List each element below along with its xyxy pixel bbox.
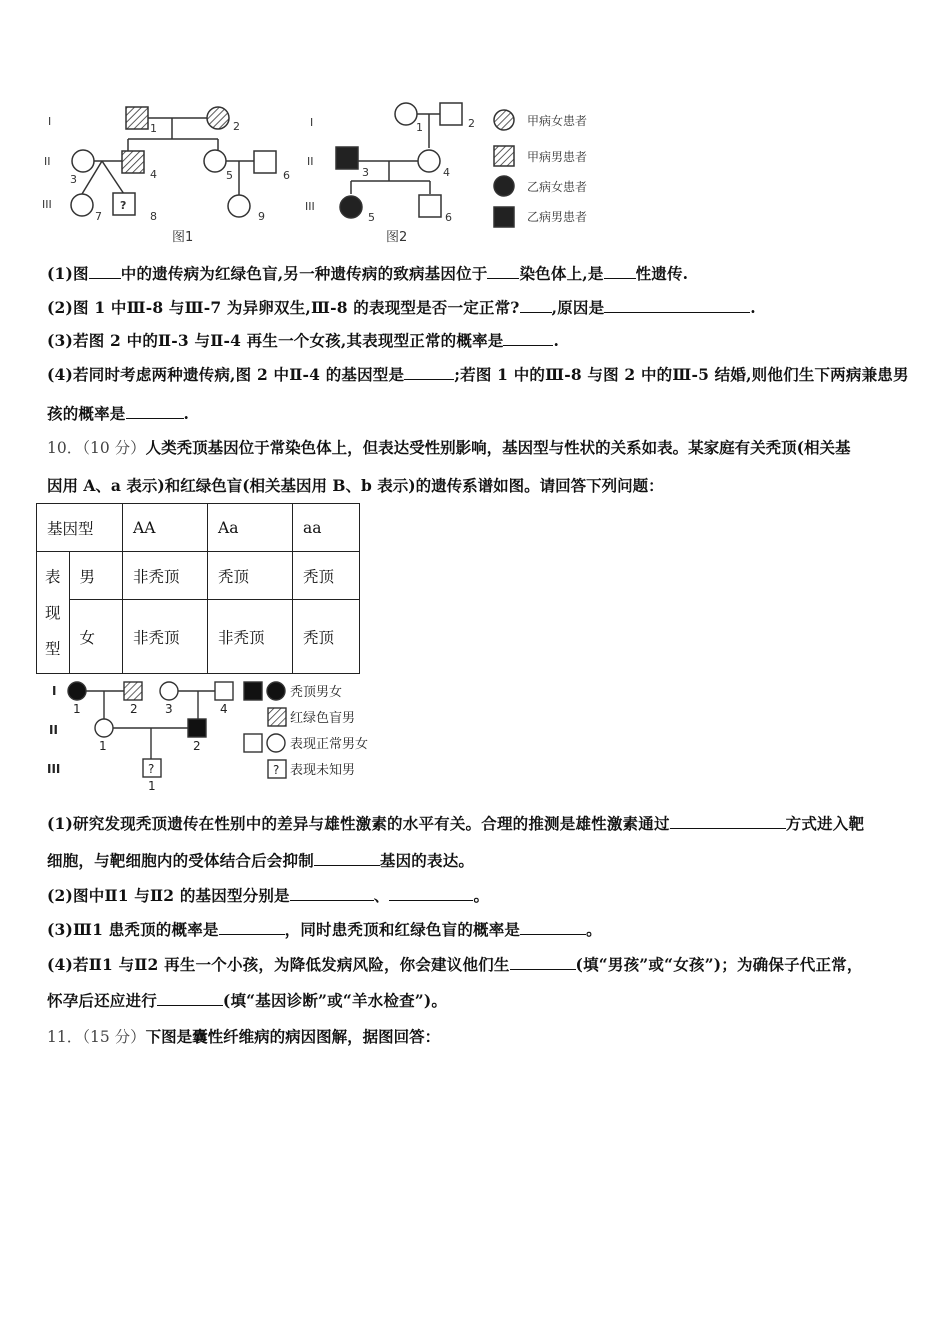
- answer-blank[interactable]: [219, 920, 285, 935]
- svg-text:6: 6: [445, 211, 452, 224]
- q10-part4: (4)若Ⅱ1 与Ⅱ2 再生一个小孩，为降低发病风险，你会建议他们生 (填“男孩”或“女孩”)；为确保子代正常，: [47, 955, 863, 974]
- svg-text:1: 1: [416, 121, 423, 134]
- q11-intro: 11．（15 分）下图是囊性纤维病的病因图解，据图回答：: [47, 1027, 441, 1046]
- fig1-II6-male: [254, 151, 276, 173]
- table-cell: 非秃顶: [208, 600, 293, 674]
- table-sex-male: 男: [69, 552, 122, 600]
- legend-bald-male-icon: [244, 682, 262, 700]
- table-cell: 非秃顶: [123, 552, 208, 600]
- answer-blank[interactable]: [89, 264, 121, 279]
- fig1-I2-affected-female: [207, 107, 229, 129]
- answer-blank[interactable]: [404, 365, 454, 380]
- legend-normal-female-icon: [267, 734, 285, 752]
- answer-blank[interactable]: [126, 404, 184, 419]
- answer-blank[interactable]: [157, 991, 223, 1006]
- fig2-III6-male: [419, 195, 441, 217]
- svg-text:1: 1: [99, 739, 107, 753]
- fig2-III5-affected-female: [340, 196, 362, 218]
- answer-blank[interactable]: [290, 886, 374, 901]
- legend-label-bald: 秃顶男女: [290, 685, 343, 700]
- q10-II2-bald-male: [188, 719, 206, 737]
- answer-blank[interactable]: [604, 264, 636, 279]
- genotype-phenotype-table: [36, 503, 360, 674]
- svg-text:4: 4: [443, 166, 450, 179]
- fig2-I2-male: [440, 103, 462, 125]
- answer-blank[interactable]: [314, 851, 380, 866]
- svg-text:3: 3: [70, 173, 77, 186]
- fig2-II3-affected-male: [336, 147, 358, 169]
- pedigree-figures-q9: [40, 95, 620, 255]
- answer-blank[interactable]: [520, 920, 586, 935]
- svg-text:1: 1: [150, 122, 157, 135]
- legend-label-unknown: 表现未知男: [290, 763, 356, 778]
- svg-text:3: 3: [165, 702, 173, 716]
- fig2-I1-female: [395, 103, 417, 125]
- svg-text:2: 2: [193, 739, 201, 753]
- table-sex-female: 女: [69, 600, 122, 674]
- answer-blank[interactable]: [520, 298, 552, 313]
- svg-text:3: 3: [362, 166, 369, 179]
- q10-gen-III: III: [47, 762, 61, 776]
- q9-part2: (2)图 1 中Ⅲ-8 与Ⅲ-7 为异卵双生,Ⅲ-8 的表现型是否一定正常? ,原因是 .: [47, 298, 756, 317]
- legend-filled-male-icon: [494, 207, 514, 227]
- fig1-II5-female: [204, 150, 226, 172]
- svg-text:2: 2: [233, 120, 240, 133]
- fig1-unknown-mark: ?: [120, 199, 127, 212]
- q10-part3: (3)Ⅲ1 患秃顶的概率是 ，同时患秃顶和红绿色盲的概率是 。: [47, 920, 602, 939]
- answer-blank[interactable]: [670, 814, 786, 829]
- answer-blank[interactable]: [510, 955, 576, 970]
- q10-gen-II: II: [49, 723, 58, 737]
- legend-label-4: 乙病男患者: [527, 210, 588, 224]
- q9-part4-cont: 孩的概率是 .: [47, 404, 190, 423]
- legend-bald-female-icon: [267, 682, 285, 700]
- q10-part1-cont: 细胞，与靶细胞内的受体结合后会抑制 基因的表达。: [47, 851, 475, 870]
- fig2-gen-II: II: [307, 155, 314, 168]
- fig1-II4-affected-male: [122, 151, 144, 173]
- q10-part4-cont: 怀孕后还应进行 (填“基因诊断”或“羊水检查”)。: [47, 991, 448, 1010]
- table-cell: 秃顶: [208, 552, 293, 600]
- table-header-Aa: Aa: [208, 504, 293, 552]
- svg-text:2: 2: [130, 702, 138, 716]
- answer-blank[interactable]: [604, 298, 750, 313]
- svg-text:9: 9: [258, 210, 265, 223]
- fig1-gen-I: I: [48, 115, 52, 128]
- q9-part1: (1)图 中的遗传病为红绿色盲,另一种遗传病的致病基因位于 染色体上,是 性遗传.: [47, 264, 689, 283]
- pedigree-figure-q10: [44, 676, 394, 801]
- table-cell: 秃顶: [293, 552, 360, 600]
- fig1-caption: 图1: [172, 230, 194, 245]
- legend-normal-male-icon: [244, 734, 262, 752]
- fig1-II3-female: [72, 150, 94, 172]
- fig2-caption: 图2: [386, 230, 408, 245]
- legend-q-mark: ?: [273, 763, 280, 777]
- legend-label-normal: 表现正常男女: [290, 737, 369, 752]
- table-cell: 秃顶: [293, 600, 360, 674]
- fig1-I1-affected-male: [126, 107, 148, 129]
- q9-part4: (4)若同时考虑两种遗传病,图 2 中Ⅱ-4 的基因型是 ;若图 1 中的Ⅲ-8 与图 2 中的Ⅲ-5 结婚,则他们生下两病兼患男: [47, 365, 909, 384]
- legend-hatched-female-icon: [494, 110, 514, 130]
- svg-text:4: 4: [150, 168, 157, 181]
- svg-text:2: 2: [468, 117, 475, 130]
- q10-II1-normal-female: [95, 719, 113, 737]
- legend-colorblind-male-icon: [268, 708, 286, 726]
- legend-label-1: 甲病女患者: [527, 114, 588, 128]
- answer-blank[interactable]: [503, 331, 553, 346]
- q10-I3-normal-female: [160, 682, 178, 700]
- q10-intro-line1: 10．（10 分）人类秃顶基因位于常染色体上，但表达受性别影响，基因型与性状的关系如表。某家庭有关秃顶(相关基: [47, 438, 851, 457]
- q10-part2: (2)图中Ⅱ1 与Ⅱ2 的基因型分别是 、 。: [47, 886, 490, 905]
- q10-I1-bald-female: [68, 682, 86, 700]
- svg-text:1: 1: [73, 702, 81, 716]
- table-phenotype-label: 表 现 型: [37, 552, 70, 674]
- svg-text:8: 8: [150, 210, 157, 223]
- svg-text:5: 5: [226, 169, 233, 182]
- legend-hatched-male-icon: [494, 146, 514, 166]
- q10-part1: (1)研究发现秃顶遗传在性别中的差异与雄性激素的水平有关。合理的推测是雄性激素通过 方式进入靶: [47, 814, 865, 833]
- q10-I4-normal-male: [215, 682, 233, 700]
- svg-text:5: 5: [368, 211, 375, 224]
- table-cell: 非秃顶: [123, 600, 208, 674]
- fig2-gen-I: I: [310, 116, 314, 129]
- svg-text:6: 6: [283, 169, 290, 182]
- fig2-gen-III: III: [305, 200, 315, 213]
- table-header-aa: aa: [293, 504, 360, 552]
- q10-unknown-mark: ?: [148, 762, 155, 776]
- q10-intro-line2: 因用 A、a 表示)和红绿色盲(相关基因用 B、b 表示)的遗传系谱如图。请回答下列问题：: [47, 476, 664, 495]
- q10-I2-colorblind-male: [124, 682, 142, 700]
- q9-part3: (3)若图 2 中的Ⅱ-3 与Ⅱ-4 再生一个女孩,其表现型正常的概率是 .: [47, 331, 560, 350]
- fig2-II4-female: [418, 150, 440, 172]
- table-header-genotype: 基因型: [37, 504, 123, 552]
- legend-filled-female-icon: [494, 176, 514, 196]
- fig1-gen-II: II: [44, 155, 51, 168]
- legend-label-colorblind: 红绿色盲男: [290, 711, 356, 726]
- table-header-AA: AA: [123, 504, 208, 552]
- fig1-III9-female: [228, 195, 250, 217]
- svg-text:7: 7: [95, 210, 102, 223]
- svg-text:4: 4: [220, 702, 228, 716]
- answer-blank[interactable]: [389, 886, 473, 901]
- fig1-III7-female: [71, 194, 93, 216]
- fig1-gen-III: III: [42, 198, 52, 211]
- svg-text:1: 1: [148, 779, 156, 793]
- q10-gen-I: I: [52, 684, 57, 698]
- answer-blank[interactable]: [487, 264, 519, 279]
- legend-label-3: 乙病女患者: [527, 180, 588, 194]
- legend-label-2: 甲病男患者: [527, 150, 588, 164]
